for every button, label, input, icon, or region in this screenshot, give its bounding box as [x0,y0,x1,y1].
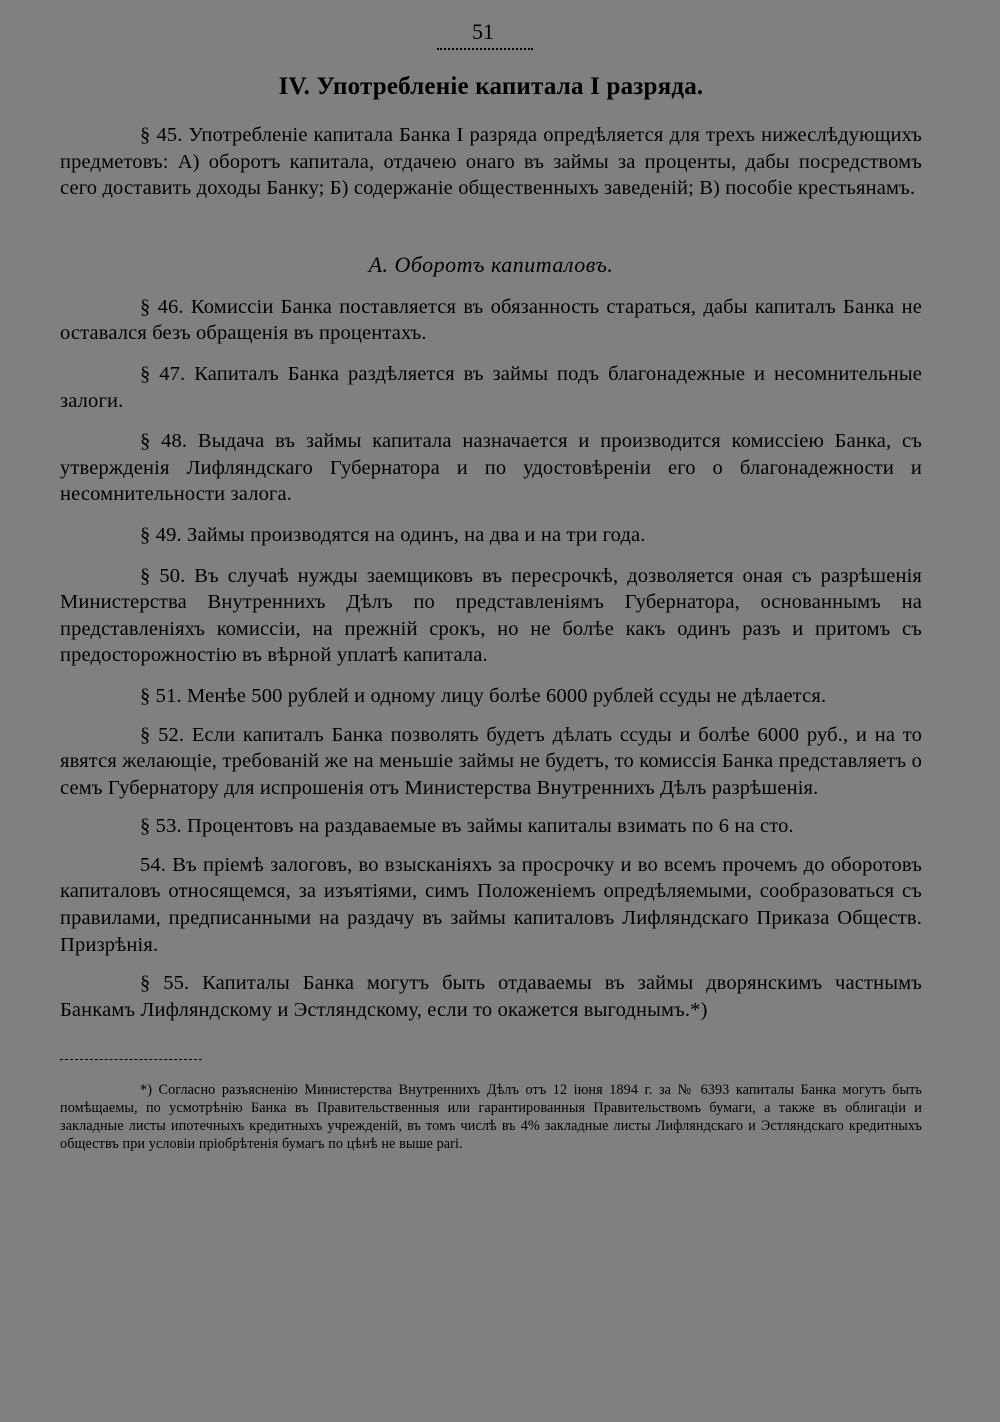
paragraph-54: 54. Въ пріемѣ залоговъ, во взысканіяхъ за просрочку и во всемъ прочемъ до оборотовъ капиталовъ относящемся, за изъятіями, симъ Положеніемъ опредѣляемыми, сообразоваться съ правилами, предписанными на раздачу въ займы капиталовъ Лифляндскаго Приказа Обществ. Призрѣнія. [60,853,922,956]
footnote-separator [60,1059,202,1060]
subheading: А. Оборотъ капиталовъ. [368,251,614,277]
paragraph-53: § 53. Процентовъ на раздаваемые въ займы капиталы взимать по 6 на сто. [140,815,794,838]
paragraph-46: § 46. Комиссіи Банка поставляется въ обязанность стараться, дабы капиталъ Банка не оставался безъ обращенія въ процентахъ. [60,295,922,345]
paragraph-50: § 50. Въ случаѣ нужды заемщиковъ въ пересрочкѣ, дозволяется оная съ разрѣшенія Министерства Внутреннихъ Дѣлъ по представленіямъ Губернатора, основаннымъ на представленіяхъ комиссіи, на прежній срокъ, но не болѣе какъ одинъ разъ и притомъ съ предосторожностію въ вѣрной уплатѣ капитала. [60,564,922,667]
section-title: IV. Употребленіе капитала I разряда. [278,73,704,100]
paragraph-51: § 51. Менѣе 500 рублей и одному лицу болѣе 6000 рублей ссуды не дѣлается. [140,684,827,707]
paragraph-48: § 48. Выдача въ займы капитала назначается и производится комиссіею Банка, съ утвержденія Лифляндскаго Губернатора и по удостовѣреніи его о благонадежности и несомнительности залога. [60,430,922,506]
paragraph-55: § 55. Капиталы Банка могутъ быть отдаваемы въ займы дворянскимъ частнымъ Банкамъ Лифляндскому и Эстляндскому, если то окажется выгоднымъ.*) [60,972,922,1021]
paragraph-45: § 45. Употребленіе капитала Банка I разряда опредѣляется для трехъ нижеслѣдующихъ предметовъ: А) оборотъ капитала, отдачею онаго въ займы за проценты, дабы посредствомъ сего доставить доходы Банку; Б) содержаніе общественныхъ заведеній; В) пособіе крестьянамъ. [60,124,922,200]
page-number-underline [437,48,533,50]
page-number: 51 [472,19,494,44]
paragraph-47: § 47. Капиталъ Банка раздѣляется въ займы подъ благонадежные и несомнительные залоги. [60,362,922,412]
paragraph-52: § 52. Если капиталъ Банка позволять будетъ дѣлать ссуды и болѣе 6000 руб., и на то явятся желающіе, требованій же на меньшіе займы не будетъ, то комиссія Банка представляетъ о семъ Губернатору для испрошенія отъ Министерства Внутреннихъ Дѣлъ разрѣшенія. [60,723,922,799]
footnote: *) Согласно разъясненію Министерства Внутреннихъ Дѣлъ отъ 12 іюня 1894 г. за № 6393 капиталы Банка могутъ быть помѣщаемы, по усмотрѣнію Банка въ Правительственныя или гарантированныя Правительствомъ бумаги, а также въ облигаціи и закладные листы ипотечныхъ кредитныхъ учрежденій, въ томъ числѣ въ 4% закладные листы Лифляндскаго и Эстляндскаго кредитныхъ обществъ при условіи пріобрѣтенія бумагъ по цѣнѣ не выше pari. [60,1082,922,1152]
document-page [60,18,922,1168]
paragraph-49: § 49. Займы производятся на одинъ, на два и на три года. [140,523,646,546]
